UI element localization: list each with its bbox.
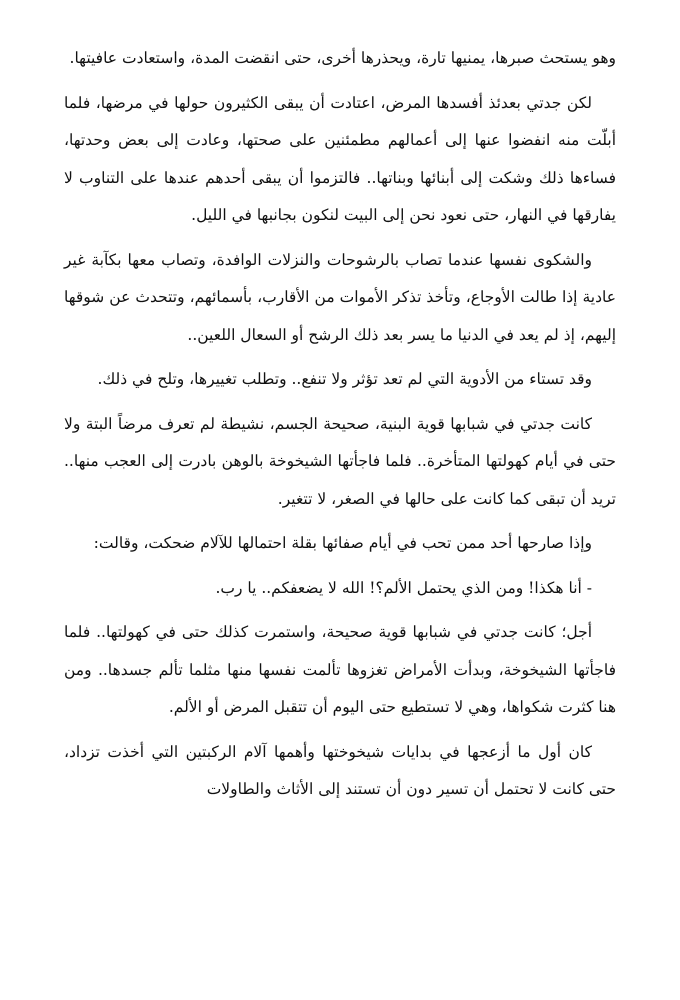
paragraph-5: كانت جدتي في شبابها قوية البنية، صحيحة الجسم، نشيطة لم تعرف مرضاً البتة ولا حتى في أيام كهولتها المتأخرة.. فلما فاجأتها الشيخوخة بالوهن بادرت إلى العجب منها.. تريد أن تبقى كما كانت على حالها في الصغر، لا تتغير. bbox=[64, 414, 616, 508]
paragraph-4: وقد تستاء من الأدوية التي لم تعد تؤثر ولا تنفع.. وتطلب تغييرها، وتلح في ذلك. bbox=[97, 370, 592, 388]
paragraph-6: وإذا صارحها أحد ممن تحب في أيام صفائها بقلة احتمالها للآلام ضحكت، وقالت: bbox=[93, 534, 592, 552]
paragraph-2: لكن جدتي بعدئذ أفسدها المرض، اعتادت أن يبقى الكثيرون حولها في مرضها، فلما أبلّت منه انفضوا عنها إلى أعمالهم مطمئنين على صحتها، وعادت إلى بعض وحدتها، فساءها ذلك وشكت إلى أبنائها وبناتها.. فالتزموا أن يبقى أحدهم عندها على التناوب لا يفارقها في النهار، حتى نعود نحن إلى البيت لنكون بجانبها في الليل. bbox=[64, 93, 616, 224]
paragraph-9: كان أول ما أزعجها في بدايات شيخوختها وأهمها آلام الركبتين التي أخذت تزداد، حتى كانت لا تحتمل أن تسير دون أن تستند إلى الأثاث والطاولات bbox=[64, 742, 616, 798]
paragraph-7-dialogue: - أنا هكذا! ومن الذي يحتمل الألم؟! الله لا يضعفكم.. يا رب. bbox=[215, 578, 592, 597]
paragraph-8: أجل؛ كانت جدتي في شبابها قوية صحيحة، واستمرت كذلك حتى في كهولتها.. فلما فاجأتها الشيخوخة، وبدأت الأمراض تغزوها تألمت نفسها منها مثلما تألم جسدها.. ومن هنا كثرت شكواها، وهي لا تستطيع حتى اليوم أن تتقبل المرض أو الألم. bbox=[64, 623, 616, 716]
document-page bbox=[64, 40, 616, 816]
paragraph-1: وهو يستحث صبرها، يمنيها تارة، ويحذرها أخرى، حتى انقضت المدة، واستعادت عافيتها. bbox=[69, 49, 616, 67]
paragraph-3: والشكوى نفسها عندما تصاب بالرشوحات والنزلات الوافدة، وتصاب معها بكآبة غير عادية إذا طالت الأوجاع، وتأخذ تذكر الأموات من الأقارب، بأسمائهم، وتتحدث عن شوقها إليهم، إذ لم يعد في الدنيا ما يسر بعد ذلك الرشح أو السعال اللعين.. bbox=[64, 250, 616, 344]
